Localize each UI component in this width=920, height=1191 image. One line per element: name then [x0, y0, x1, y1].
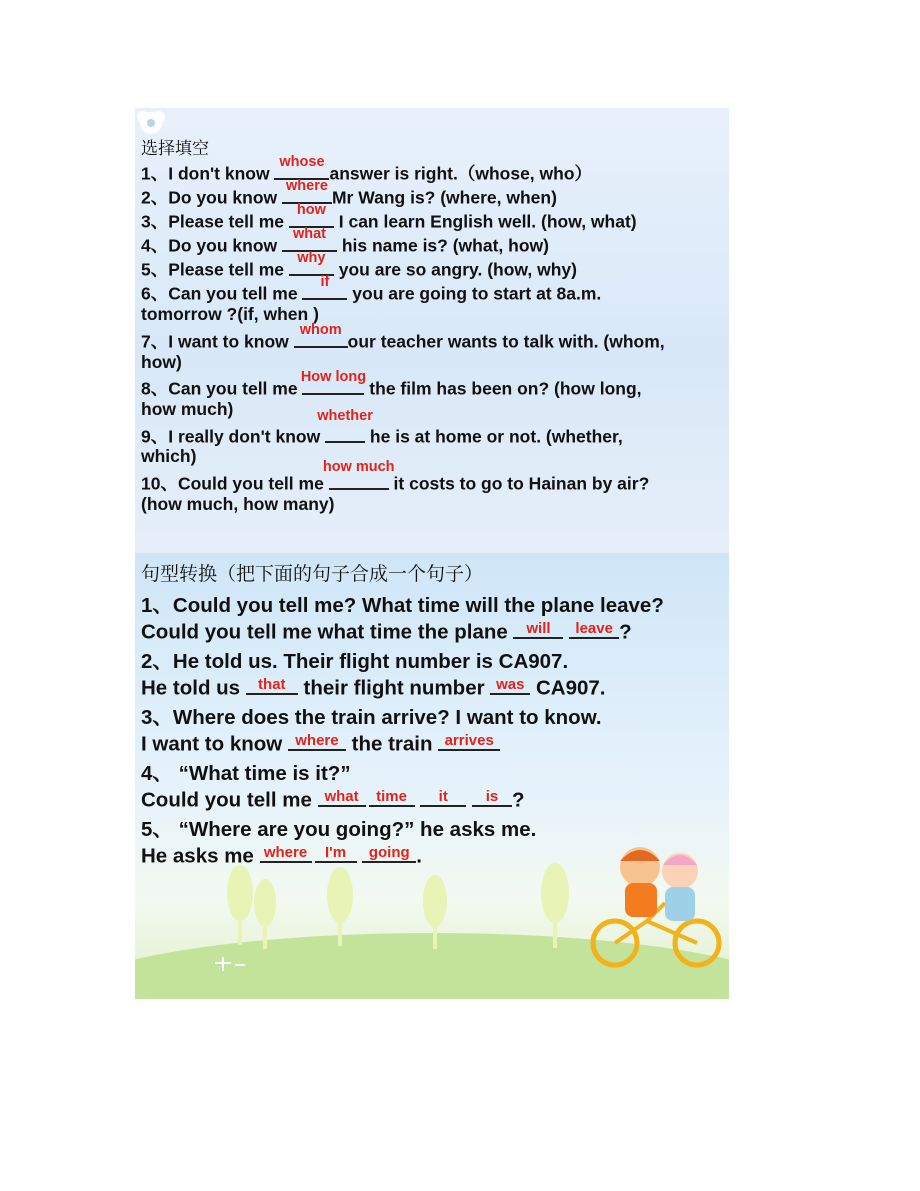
answer-text: time — [376, 788, 407, 806]
answer-blank — [369, 784, 415, 807]
answer-text: is — [485, 788, 499, 806]
answer-text: was — [496, 676, 525, 694]
answer-text: will — [526, 620, 551, 638]
question-2: 2、He told us. Their flight number is CA907. — [141, 650, 569, 673]
answer-text: if — [320, 273, 330, 290]
answer-blank — [569, 616, 619, 639]
answer-text: How long — [300, 368, 367, 385]
answer-text: leave — [575, 620, 613, 638]
section-title: 句型转换（把下面的句子合成一个句子） — [141, 563, 484, 585]
question-line-2: 2、Do you know where Mr Wang is? (where, when) — [141, 177, 557, 208]
answer-text: where — [263, 844, 308, 862]
answer-text: whose — [279, 153, 325, 170]
answer-blank — [260, 840, 312, 863]
answer-text: that — [258, 676, 286, 694]
answer-line-4: Could you tell me what time it is ? — [141, 784, 524, 813]
question-5: 5、 “Where are you going?” he asks me. — [141, 818, 537, 841]
question-line-8: 8、Can you tell me How long the film has been on? (how long, — [141, 368, 642, 399]
question-line-10: 10、Could you tell me how much it costs to go to Hainan by air? — [141, 459, 650, 494]
answer-blank — [294, 321, 348, 348]
answer-blank — [472, 784, 512, 807]
answer-blank — [513, 616, 563, 639]
exercise-slide-fill-in — [135, 108, 729, 553]
question-line-1: 1、I don't know whose answer is right.（whose, who） — [141, 153, 593, 184]
answer-text: what — [324, 788, 359, 806]
question-line-5: 5、Please tell me why you are so angry. (how, why) — [141, 249, 577, 280]
answer-blank — [246, 672, 298, 695]
answer-blank — [362, 840, 416, 863]
answer-text: how much — [322, 459, 395, 476]
question-line-9: 9、I really don't know whether he is at home or not. (whether, — [141, 407, 623, 447]
answer-text: why — [297, 249, 326, 266]
answer-blank — [322, 459, 395, 490]
answer-blank — [288, 728, 346, 751]
answer-text: it — [438, 788, 448, 806]
section-title: 选择填空 — [141, 139, 209, 159]
answer-line-1: Could you tell me what time the plane will leave ? — [141, 616, 632, 645]
question-line-9-cont: which) — [141, 446, 197, 466]
answer-text: arrives — [444, 732, 494, 750]
question-line-10-cont: (how much, how many) — [141, 494, 335, 514]
answer-text: what — [292, 225, 326, 242]
answer-blank — [490, 672, 530, 695]
answer-text: going — [368, 844, 410, 862]
answer-line-3: I want to know where the train arrives — [141, 728, 500, 757]
exercise-slide-sentence-combining — [135, 553, 729, 999]
answer-blank — [318, 784, 366, 807]
answer-blank — [438, 728, 500, 751]
question-4: 4、 “What time is it?” — [141, 762, 351, 785]
answer-blank — [420, 784, 466, 807]
question-line-7-cont: how) — [141, 352, 182, 372]
kids-on-bicycle-icon — [585, 843, 725, 973]
question-line-7: 7、I want to know whom our teacher wants to talk with. (whom, — [141, 321, 665, 352]
answer-blank — [302, 273, 347, 300]
answer-blank — [300, 368, 367, 395]
answer-text: where — [295, 732, 339, 750]
question-line-6-cont: tomorrow ?(if, when ) — [141, 304, 319, 324]
question-line-6: 6、Can you tell me if you are going to start at 8a.m. — [141, 273, 602, 304]
answer-text: whom — [299, 321, 342, 338]
answer-text: how — [296, 201, 326, 218]
question-line-4: 4、Do you know what his name is? (what, how) — [141, 225, 549, 256]
question-3: 3、Where does the train arrive? I want to know. — [141, 706, 602, 729]
question-1: 1、Could you tell me? What time will the plane leave? — [141, 594, 664, 617]
answer-line-5: He asks me where I'm going . — [141, 840, 422, 869]
answer-text: I'm — [324, 844, 347, 862]
answer-blank — [317, 407, 373, 443]
answer-line-2: He told us that their flight number was CA907. — [141, 672, 605, 701]
answer-text: whether — [317, 407, 373, 424]
question-line-8-cont: how much) — [141, 399, 234, 419]
answer-text: where — [286, 177, 328, 194]
question-line-3: 3、Please tell me how I can learn English well. (how, what) — [141, 201, 637, 232]
answer-blank — [315, 840, 357, 863]
